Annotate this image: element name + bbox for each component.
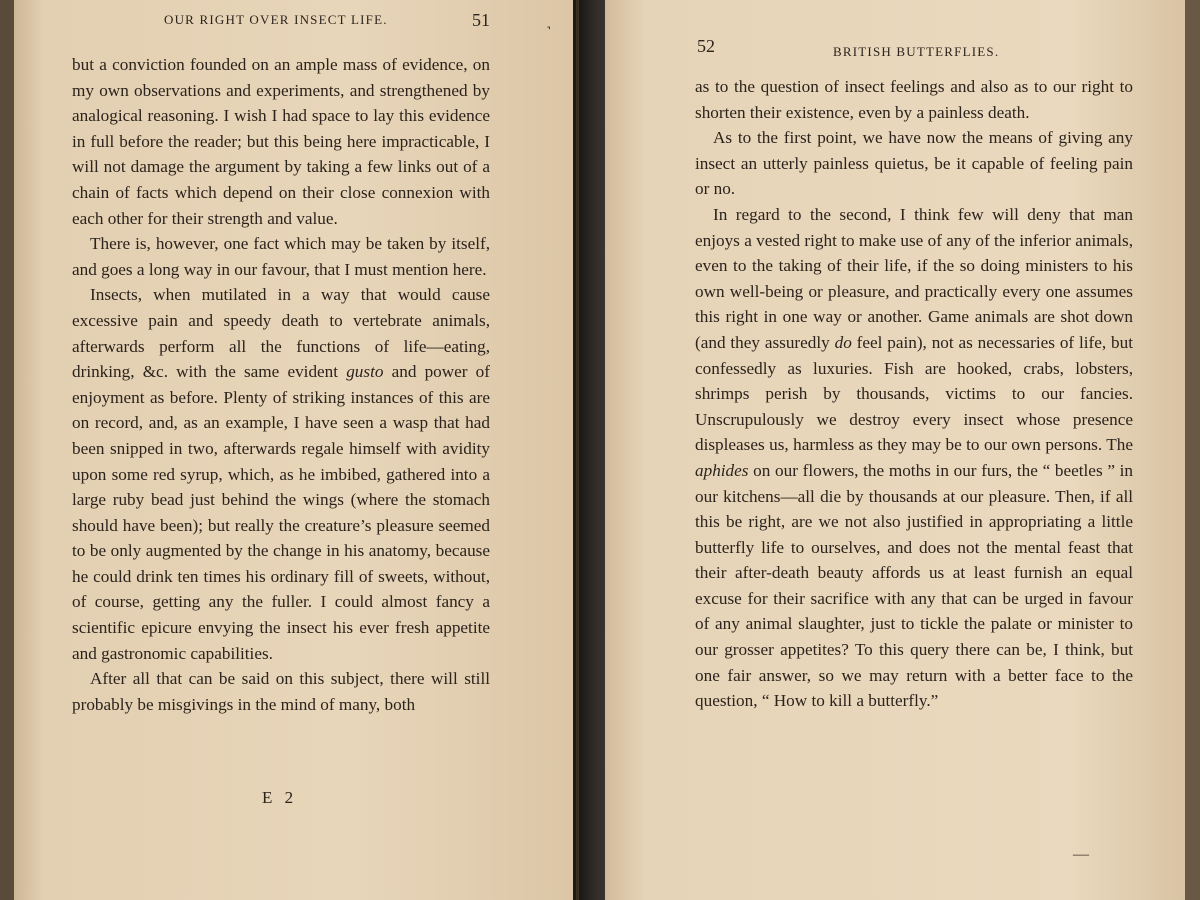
left-running-head: OUR RIGHT OVER INSECT LIFE. xyxy=(164,12,388,27)
right-binding-edge xyxy=(1185,0,1200,900)
right-page xyxy=(605,0,1185,900)
signature-mark: E 2 xyxy=(262,788,298,807)
right-running-head: BRITISH BUTTERFLIES. xyxy=(833,44,1000,59)
italic-word: do xyxy=(834,332,852,352)
rule-mark-icon: — xyxy=(1073,846,1089,863)
right-page-number: 52 xyxy=(697,36,715,56)
left-page xyxy=(14,0,576,900)
ink-speck-icon: ˺ xyxy=(546,24,552,41)
paragraph: After all that can be said on this subject, there will still probably be misgivings in the mind of many, both xyxy=(72,669,490,714)
paragraph-text: Insects, when mutilated in a way that would cause excessive pain and speedy death to vertebrate animals, afterwards perform all the functions of life—eating, drinking, &c. with the same evident xyxy=(72,285,490,382)
italic-word: gusto xyxy=(346,362,384,382)
paragraph xyxy=(695,202,1133,714)
left-page-body xyxy=(72,52,490,717)
italic-word: aphides xyxy=(695,460,749,480)
right-page-body xyxy=(695,74,1133,714)
paragraph xyxy=(72,282,490,666)
paragraph: There is, however, one fact which may be taken by itself, and goes a long way in our favour, that I must mention here. xyxy=(72,234,490,279)
paragraph-text: feel pain), not as necessaries of life, but confessedly as luxuries. Fish are hooked, crabs, lobsters, shrimps perish by thousands, victims to our fancies. Unscrupulously we destroy every insect whose presence displeases us, harmless as they may be to our own persons. The xyxy=(695,332,1133,455)
paragraph: but a conviction founded on an ample mass of evidence, on my own observations and experiments, and strengthened by analogical reasoning. I wish I had space to lay this evidence in full before the reader; but this being here impracticable, I will not damage the argument by taking a few links out of a chain of facts which depend on their close connexion with each other for their strength and value. xyxy=(72,55,490,228)
paragraph-text: In regard to the second, I think few will deny that man enjoys a vested right to make use of any of the inferior animals, even to the taking of their life, if the so doing ministers to his own well-being or pleasure, and practically every one assumes this right in one way or another. Game animals are shot down (and they assuredly xyxy=(695,204,1133,352)
book-gutter xyxy=(579,0,605,900)
left-page-number: 51 xyxy=(472,10,490,30)
paragraph: As to the first point, we have now the means of giving any insect an utterly painless quietus, be it capable of feeling pain or no. xyxy=(695,128,1133,199)
paragraph-text: and power of enjoyment as before. Plenty of striking instances of this are on record, and, as an example, I have seen a wasp that had been snipped in two, afterwards regale himself with avidity upon some red syrup, which, as he imbibed, gathered into a large ruby bead just behind the wings (where the stomach should have been); but really the creature’s pleasure seemed to be only augmented by the change in his anatomy, because he could drink ten times his ordinary fill of sweets, without, of course, getting any the fuller. I could almost fancy a scientific epicure envying the insect his ever fresh appetite and gastronomic capabilities. xyxy=(72,362,490,663)
paragraph-text: on our flowers, the moths in our furs, the “ beetles ” in our kitchens—all die by thousands at our pleasure. Then, if all this be right, are we not also justified in appropriating a little butterfly life to ourselves, and does not the mental feast that their after-death beauty affords us at least furnish an equal excuse for their sacrifice with any that can be urged in favour of any animal slaughter, just to tickle the palate or minister to our grosser appetites? To this query there can be, I think, but one fair answer, so we may return with a better face to the question, “ How to kill a butterfly.” xyxy=(695,460,1133,711)
paragraph: as to the question of insect feelings and also as to our right to shorten their existence, even by a painless death. xyxy=(695,77,1133,122)
left-binding-edge xyxy=(0,0,14,900)
